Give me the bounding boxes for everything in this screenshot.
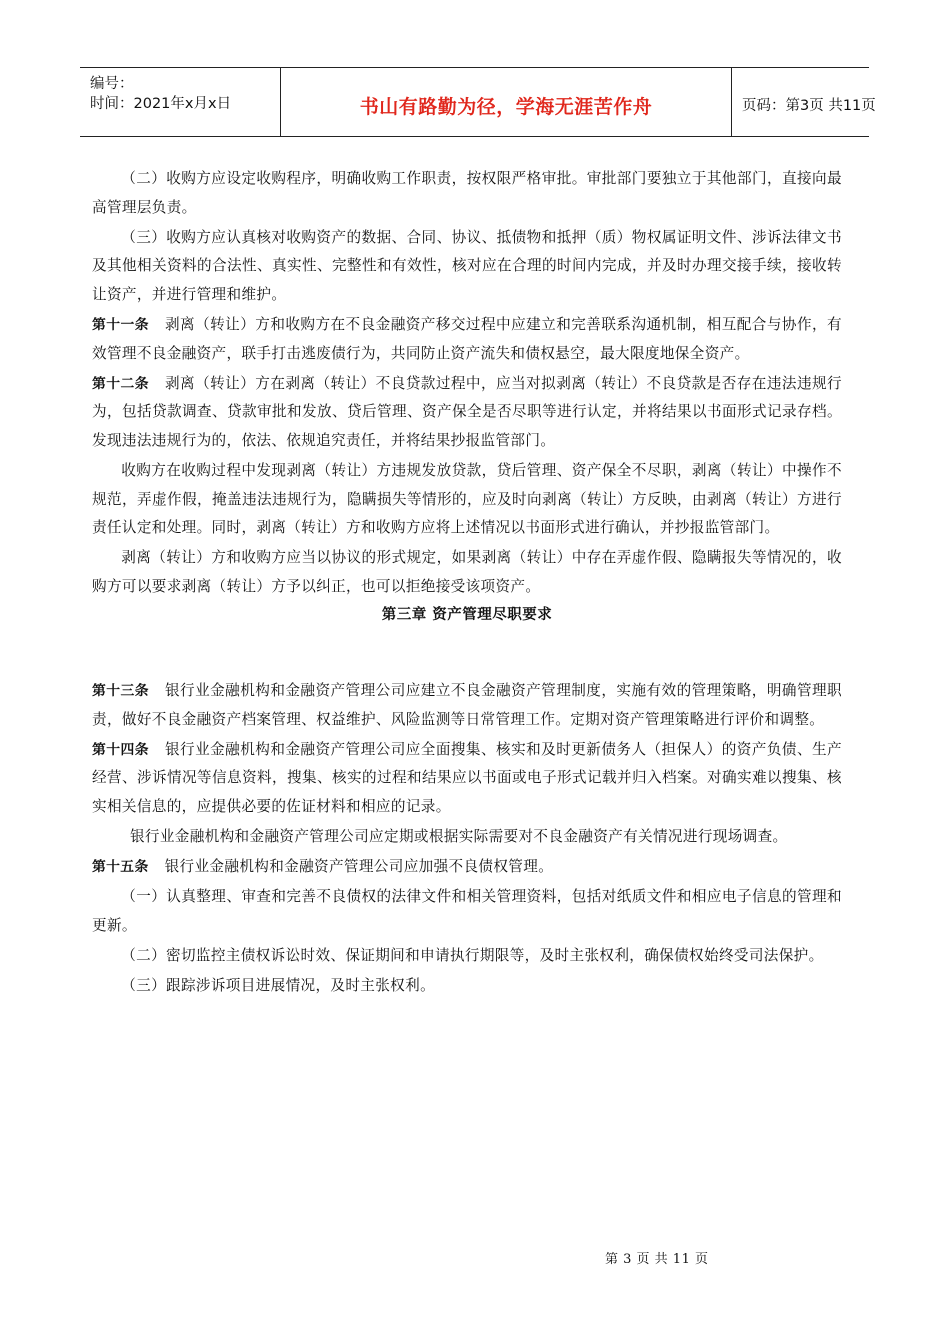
header-motto: 书山有路勤为径，学海无涯苦作舟	[359, 96, 653, 118]
article-paragraph	[92, 311, 842, 368]
header-page-info: 页码：第3页 共11页	[742, 98, 876, 114]
article-paragraph	[92, 853, 842, 882]
document-number-label: 编号：	[90, 76, 134, 92]
article-paragraph	[92, 736, 842, 822]
article-paragraph	[92, 370, 842, 456]
body-paragraph: （三）收购方应认真核对收购资产的数据、合同、协议、抵债物和抵押（质）物权属证明文件、涉诉法律文书及其他相关资料的合法性、真实性、完整性和有效性，核对应在合理的时间内完成，并及时办理交接手续，接收转让资产，并进行管理和维护。	[92, 228, 842, 303]
header-page-cell	[732, 68, 876, 136]
document-header	[80, 67, 876, 137]
header-motto-cell	[280, 68, 732, 136]
article-label: 第十五条	[92, 858, 149, 875]
article-label: 第十四条	[92, 741, 149, 758]
article-text: 剥离（转让）方在剥离（转让）不良贷款过程中，应当对拟剥离（转让）不良贷款是否存在违法违规行为，包括贷款调查、贷款审批和发放、贷后管理、资产保全是否尽职等进行认定，并将结果以书面形式记录存档。发现违法违规行为的，依法、依规追究责任，并将结果抄报监管部门。	[92, 374, 842, 449]
article-label: 第十一条	[92, 316, 149, 333]
article-text: 剥离（转让）方和收购方在不良金融资产移交过程中应建立和完善联系沟通机制，相互配合与协作，有效管理不良金融资产，联手打击逃废债行为，共同防止资产流失和债权悬空，最大限度地保全资产。	[92, 315, 842, 362]
body-paragraph: （三）跟踪涉诉项目进展情况，及时主张权利。	[121, 976, 436, 994]
document-date-label: 时间：2021年x月x日	[90, 96, 232, 112]
page-footer: 第 3 页 共 11 页	[605, 1252, 709, 1267]
article-text: 银行业金融机构和金融资产管理公司应加强不良债权管理。	[164, 857, 554, 875]
article-text: 银行业金融机构和金融资产管理公司应建立不良金融资产管理制度，实施有效的管理策略，明确管理职责，做好不良金融资产档案管理、权益维护、风险监测等日常管理工作。定期对资产管理策略进行评价和调整。	[92, 681, 842, 728]
article-label: 第十二条	[92, 375, 149, 392]
body-paragraph: 银行业金融机构和金融资产管理公司应定期或根据实际需要对不良金融资产有关情况进行现场调查。	[129, 827, 788, 845]
article-text: 银行业金融机构和金融资产管理公司应全面搜集、核实和及时更新债务人（担保人）的资产负债、生产经营、涉诉情况等信息资料，搜集、核实的过程和结果应以书面或电子形式记载并归入档案。对确实难以搜集、核实相关信息的，应提供必要的佐证材料和相应的记录。	[92, 740, 842, 815]
article-label: 第十三条	[92, 682, 149, 699]
chapter-heading: 第三章 资产管理尽职要求	[381, 606, 553, 623]
body-paragraph: （一）认真整理、审查和完善不良债权的法律文件和相关管理资料，包括对纸质文件和相应电子信息的管理和更新。	[92, 888, 842, 934]
document-body	[92, 165, 842, 1002]
body-paragraph: 剥离（转让）方和收购方应当以协议的形式规定，如果剥离（转让）中存在弄虚作假、隐瞒报失等情况的，收购方可以要求剥离（转让）方予以纠正，也可以拒绝接受该项资产。	[92, 549, 842, 595]
article-paragraph	[92, 677, 842, 734]
header-meta-cell	[80, 68, 280, 136]
body-paragraph: （二）收购方应设定收购程序，明确收购工作职责，按权限严格审批。审批部门要独立于其他部门，直接向最高管理层负责。	[92, 170, 842, 216]
body-paragraph: （二）密切监控主债权诉讼时效、保证期间和申请执行期限等，及时主张权利，确保债权始终受司法保护。	[121, 946, 824, 964]
body-paragraph: 收购方在收购过程中发现剥离（转让）方违规发放贷款，贷后管理、资产保全不尽职，剥离（转让）中操作不规范，弄虚作假，掩盖违法违规行为，隐瞒损失等情形的，应及时向剥离（转让）方反映，由剥离（转让）方进行责任认定和处理。同时，剥离（转让）方和收购方应将上述情况以书面形式进行确认，并抄报监管部门。	[92, 461, 842, 537]
